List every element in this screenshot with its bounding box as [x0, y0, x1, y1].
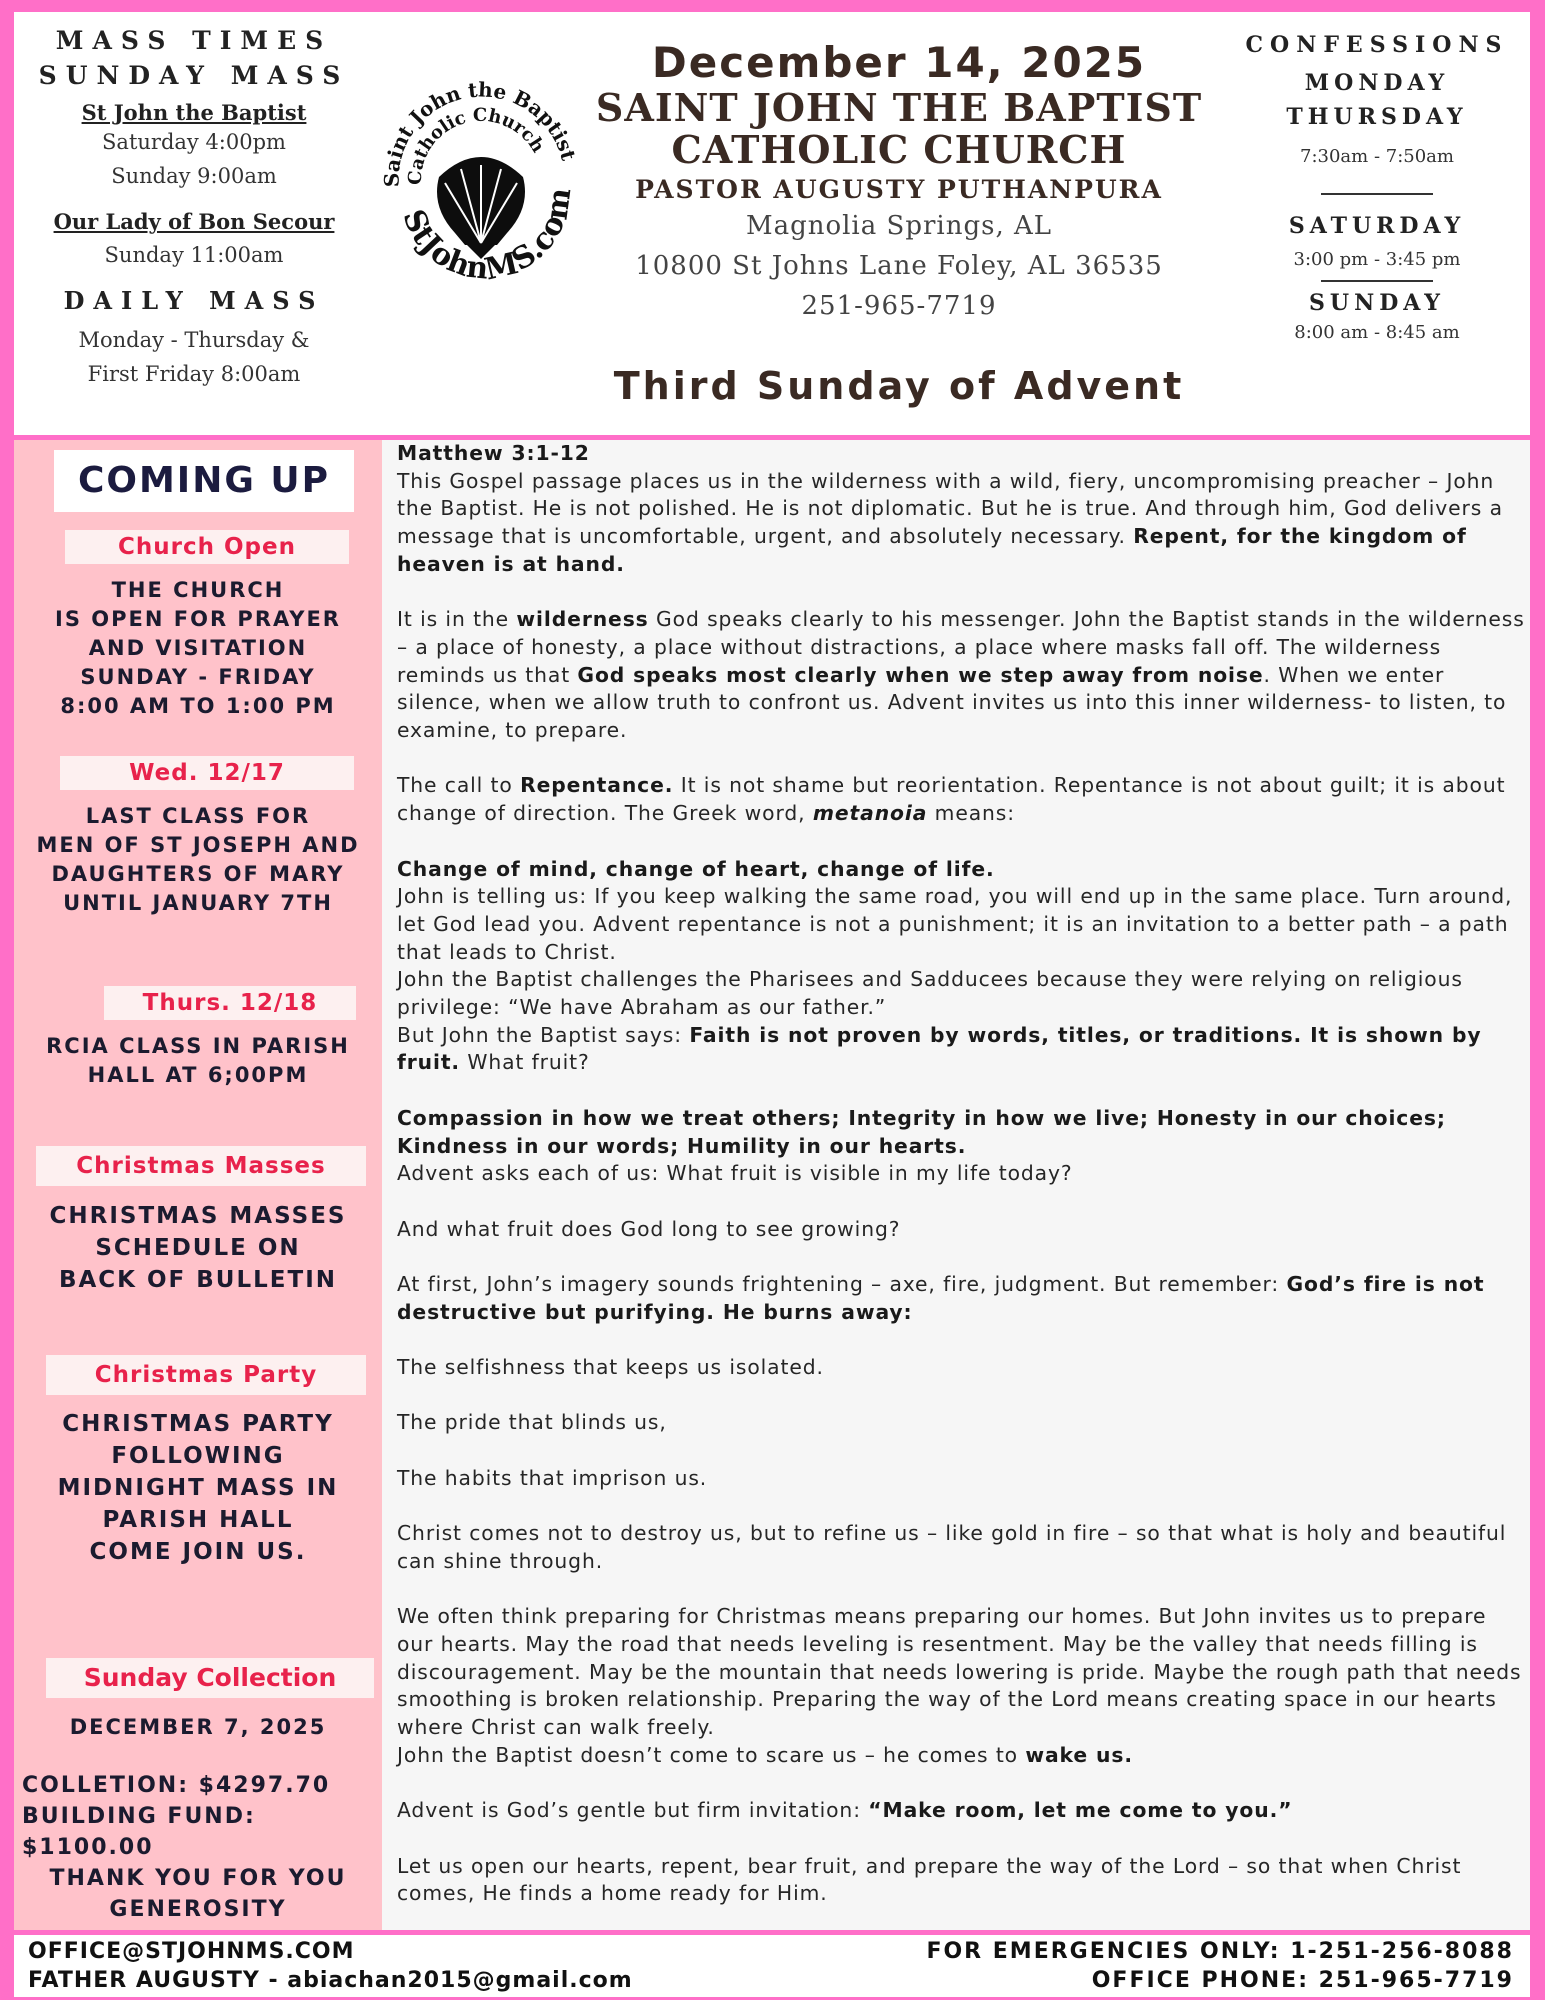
text-span: God’s fire is not destructive but purifying. He burns away:: [397, 1272, 1485, 1324]
paragraph: The habits that imprison us.: [397, 1465, 708, 1490]
daily-mass-time2: First Friday 8:00am: [87, 362, 301, 386]
text-span: This Gospel passage places us in the wilderness with a wild, fiery, uncompromising preacher – John the Baptist. He is not polished. He is not diplomatic. But he is true. And through him, God delivers a message that is uncomfortable, urgent, and absolutely necessary.: [397, 468, 1503, 549]
text-span: What fruit?: [460, 1050, 590, 1075]
wed-text: [14, 802, 382, 918]
text-line: COME JOIN US.: [89, 1539, 307, 1565]
church-name-line1: SAINT JOHN THE BAPTIST: [595, 85, 1203, 130]
confessions-monday: MONDAY: [1304, 70, 1450, 96]
church1-name: St John the Baptist: [81, 100, 307, 125]
church-city: Magnolia Springs, AL: [745, 211, 1053, 241]
text-line: MEN OF ST JOSEPH AND: [36, 833, 360, 857]
paragraph: [397, 606, 1527, 745]
church2-name: Our Lady of Bon Secour: [53, 209, 335, 234]
text-line: AND VISITATION: [88, 636, 308, 660]
daily-mass-time1: Monday - Thursday &: [78, 328, 310, 352]
text-line: IS OPEN FOR PRAYER: [55, 607, 341, 631]
bulletin-date: December 14, 2025: [651, 38, 1147, 87]
paragraph: John the Baptist challenges the Pharisees and Sadducees because they were relying on religious privilege: “We have Abraham as our father.”: [397, 967, 1463, 1020]
confessions-sunday-time: 8:00 am - 8:45 am: [1294, 322, 1460, 343]
scripture-reference: Matthew 3:1-12: [397, 441, 590, 465]
office-phone: OFFICE PHONE: 251-965-7719: [1091, 1968, 1514, 1993]
paragraph: The pride that blinds us,: [397, 1410, 667, 1435]
logo-arc-text2: Catholic Church: [404, 104, 549, 186]
text-line: PARISH HALL: [102, 1507, 294, 1533]
bulletin-header: [14, 12, 1530, 435]
church-name-line2: CATHOLIC CHURCH: [671, 127, 1127, 172]
confessions-thursday: THURSDAY: [1286, 104, 1468, 130]
church2-time: Sunday 11:00am: [104, 243, 284, 267]
divider: [1321, 280, 1433, 282]
father-email[interactable]: FATHER AUGUSTY - abiachan2015@gmail.com: [28, 1968, 633, 1993]
gospel-reflection: [397, 440, 1527, 1908]
text-span: Repentance.: [520, 773, 674, 798]
church-open-text: [14, 576, 382, 721]
text-line: MIDNIGHT MASS IN: [57, 1475, 339, 1501]
sunday-collection-tag: Sunday Collection: [46, 1658, 374, 1698]
text-span: It is in the: [397, 607, 517, 632]
text-line: BACK OF BULLETIN: [58, 1267, 338, 1293]
sunday-mass-heading: SUNDAY MASS: [38, 61, 350, 90]
confessions-saturday-time: 3:00 pm - 3:45 pm: [1293, 249, 1461, 270]
text-span: At first, John’s imagery sounds frightening – axe, fire, judgment. But remember:: [397, 1272, 1287, 1296]
logo-website: StJohnMS.com: [395, 185, 579, 287]
coming-up-title: COMING UP: [54, 450, 354, 512]
confessions-saturday: SATURDAY: [1288, 213, 1466, 239]
text-span: Change of mind, change of heart, change of life.: [397, 856, 995, 881]
paragraph: [397, 1022, 1527, 1077]
text-line: 8:00 AM TO 1:00 PM: [60, 694, 336, 718]
paragraph: We often think preparing for Christmas means preparing our homes. But John invites us to prepare our hearts. May the road that needs leveling is resentment. May be the valley that needs filling is discouragement. May be the mountain that needs lowering is pride. Maybe the rough path that needs smoothing is broken relationship. Preparing the way of the Lord means creating space in our hearts where Christ can walk freely.: [397, 1604, 1522, 1740]
coming-up-sidebar: [14, 440, 382, 1930]
confessions-sunday: SUNDAY: [1309, 290, 1445, 316]
text-line: CHRISTMAS MASSES: [49, 1203, 347, 1229]
liturgical-day: Third Sunday of Advent: [613, 364, 1185, 408]
paragraph: And what fruit does God long to see growing?: [397, 1216, 901, 1241]
text-span: John the Baptist doesn’t come to scare us – he comes to: [397, 1742, 1026, 1767]
paragraph: [397, 1742, 1527, 1770]
collection-details: [14, 1770, 382, 1925]
text-span: But John the Baptist says:: [397, 1022, 690, 1047]
text-span: It is not shame but reorientation. Repentance is not about guilt; it is about change of direction. The Greek word,: [397, 773, 1506, 826]
text-line: SCHEDULE ON: [95, 1235, 301, 1261]
text-span: Faith is not proven by words, titles, or traditions. It is shown by fruit.: [397, 1022, 1482, 1075]
paragraph: Advent asks each of us: What fruit is visible in my life today?: [397, 1161, 1073, 1186]
text-line: LAST CLASS FOR: [85, 804, 311, 828]
divider: [1321, 193, 1433, 195]
text-span: The call to: [397, 773, 521, 798]
christmas-masses-text: [14, 1200, 382, 1296]
text-line: FOLLOWING: [111, 1443, 285, 1469]
christmas-masses-tag: Christmas Masses: [36, 1146, 366, 1186]
thanks-line2: GENEROSITY: [109, 1897, 287, 1922]
collection-date: DECEMBER 7, 2025: [69, 1715, 327, 1739]
paragraph: Let us open our hearts, repent, bear fruit, and prepare the way of the Lord – so that when Christ comes, He finds a home ready for Him.: [397, 1853, 1462, 1906]
text-span: “Make room, let me come to you.”: [868, 1798, 1293, 1823]
church-open-tag: Church Open: [65, 530, 349, 564]
text-span: Advent is God’s gentle but firm invitation:: [397, 1798, 869, 1823]
christmas-party-tag: Christmas Party: [46, 1355, 366, 1395]
paragraph: [397, 468, 1527, 579]
daily-mass-heading: DAILY MASS: [63, 286, 325, 315]
reflection-panel: [382, 440, 1530, 1930]
text-line: UNTIL JANUARY 7TH: [63, 891, 333, 915]
paragraph: Christ comes not to destroy us, but to refine us – like gold in fire – so that what is holy and beautiful can shine through.: [397, 1521, 1507, 1573]
text-span: Compassion in how we treat others; Integrity in how we live; Honesty in our choices; Kindness in our words; Humility in our hearts.: [397, 1105, 1446, 1158]
confessions-column: [1224, 12, 1530, 343]
paragraph: [397, 856, 1527, 884]
text-line: SUNDAY - FRIDAY: [80, 665, 316, 689]
text-span: metanoia: [812, 801, 928, 826]
office-email[interactable]: OFFICE@STJOHNMS.COM: [28, 1939, 355, 1964]
text-line: THE CHURCH: [111, 578, 285, 602]
thurs-text: [14, 1032, 382, 1090]
text-span: wilderness: [516, 607, 649, 632]
church-logo: [369, 67, 589, 287]
collection-amount: COLLETION: $4297.70: [22, 1773, 331, 1798]
text-span: Repent, for the kingdom of heaven is at hand.: [397, 524, 1467, 576]
christmas-party-text: [14, 1408, 382, 1568]
wed-tag: Wed. 12/17: [60, 756, 354, 790]
church-address: 10800 St Johns Lane Foley, AL 36535: [635, 251, 1163, 281]
title-column: [574, 12, 1224, 408]
text-span: God speaks most clearly when we step away from noise: [577, 662, 1264, 687]
text-span: . When we enter silence, when we allow truth to confront us. Advent invites us into this inner wilderness- to listen, to examine, to prepare.: [397, 662, 1507, 743]
text-line: HALL AT 6;00PM: [87, 1063, 309, 1087]
confessions-heading: CONFESSIONS: [1245, 32, 1509, 58]
paragraph: [397, 1105, 1527, 1160]
text-span: means:: [927, 801, 1015, 826]
bulletin-footer: [14, 1935, 1530, 1997]
paragraph: [397, 1797, 1527, 1825]
church1-time-sat: Saturday 4:00pm: [102, 130, 286, 154]
paragraph: [397, 1271, 1527, 1326]
text-line: CHRISTMAS PARTY: [62, 1411, 334, 1437]
text-span: God speaks clearly to his messenger. John the Baptist stands in the wilderness – a place of honesty, a place without distractions, a place where masks fall off. The wilderness reminds us that: [397, 607, 1525, 687]
mass-times-column: [14, 12, 374, 391]
paragraph: [397, 772, 1527, 827]
text-line: RCIA CLASS IN PARISH: [46, 1034, 350, 1058]
pastor-name: PASTOR AUGUSTY PUTHANPURA: [635, 175, 1163, 204]
church1-time-sun: Sunday 9:00am: [111, 164, 277, 188]
thanks-line1: THANK YOU FOR YOU: [49, 1866, 347, 1891]
mass-times-heading: MASS TIMES: [55, 26, 333, 55]
text-span: wake us.: [1025, 1742, 1133, 1767]
church-phone: 251-965-7719: [801, 291, 997, 321]
paragraph: John is telling us: If you keep walking the same road, you will end up in the same place. Turn around, let God lead you. Advent repentance is not a punishment; it is an invitation to a better path – a path that leads to Christ.: [397, 884, 1513, 964]
logo-arc-text: Saint John the Baptist: [379, 77, 581, 188]
emergency-phone: FOR EMERGENCIES ONLY: 1-251-256-8088: [926, 1939, 1514, 1964]
confessions-weekday-time: 7:30am - 7:50am: [1300, 146, 1454, 167]
text-line: DAUGHTERS OF MARY: [51, 862, 345, 886]
thurs-tag: Thurs. 12/18: [104, 986, 356, 1020]
paragraph: The selfishness that keeps us isolated.: [397, 1355, 824, 1380]
building-fund-amount: BUILDING FUND: $1100.00: [22, 1804, 256, 1860]
